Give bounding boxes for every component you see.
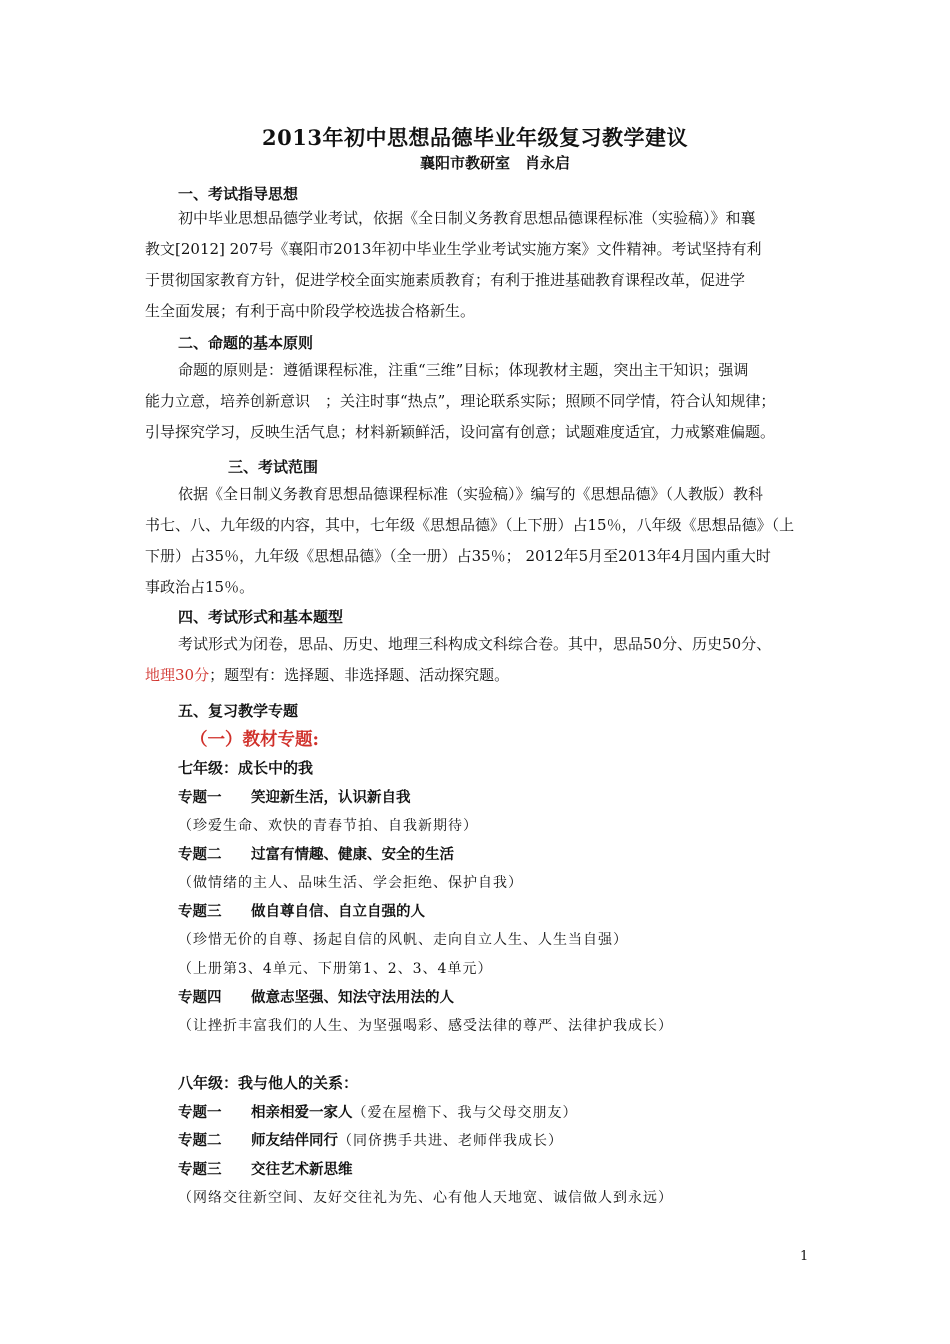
topic-note: （珍惜无价的自尊、扬起自信的风帆、走向自立人生、人生当自强） xyxy=(178,932,628,948)
paragraph-line: 事政治占15％。 xyxy=(145,578,255,596)
topic-note: （网络交往新空间、友好交往礼为先、心有他人天地宽、诚信做人到永远） xyxy=(178,1190,673,1206)
paragraph-line: 依据《全日制义务教育思想品德课程标准（实验稿）》编写的《思想品德》（人教版）教科 xyxy=(178,485,764,503)
paragraph-line xyxy=(145,660,815,691)
section-heading-2: 二、命题的基本原则 xyxy=(178,334,314,352)
grade-8-heading: 八年级：我与他人的关系： xyxy=(178,1074,359,1092)
paragraph-line: 引导探究学习，反映生活气息；材料新颖鲜活，设问富有创意；试题难度适宜，力戒繁难偏题。 xyxy=(145,423,776,441)
paragraph-line: 能力立意，培养创新意识 ；关注时事“热点”，理论联系实际；照顾不同学情，符合认知规律； xyxy=(145,392,776,410)
topic-note: （珍爱生命、欢快的青春节拍、自我新期待） xyxy=(178,818,478,834)
subsection-heading: （一）教材专题: xyxy=(190,730,319,750)
topic-number: 专题三 xyxy=(178,1161,222,1178)
section-heading-3: 三、考试范围 xyxy=(228,458,319,476)
topic-number: 专题二 xyxy=(178,1132,222,1149)
paragraph-line: 命题的原则是：遵循课程标准，注重“三维”目标；体现教材主题，突出主干知识；强调 xyxy=(178,361,749,379)
paragraph-line: 考试形式为闭卷，思品、历史、地理三科构成文科综合卷。其中，思品50分、历史50分、 xyxy=(178,635,772,653)
topic-row xyxy=(178,1101,578,1122)
topic-row xyxy=(178,986,454,1007)
section-3-paragraph xyxy=(145,479,815,603)
section-4-paragraph xyxy=(145,629,815,691)
topic-number: 专题一 xyxy=(178,1104,222,1121)
topic-title: 过富有情趣、健康、安全的生活 xyxy=(251,846,454,863)
topic-row xyxy=(178,786,411,807)
document-author: 襄阳市教研室 肖永启 xyxy=(419,154,570,172)
topic-number: 专题二 xyxy=(178,846,222,863)
paragraph-line: 教文[2012] 207号《襄阳市2013年初中毕业生学业考试实施方案》文件精神。考试坚持有利 xyxy=(145,240,762,258)
highlighted-text: 地理30分 xyxy=(145,666,210,684)
paragraph-text: ；题型有：选择题、非选择题、活动探究题。 xyxy=(209,666,510,684)
topic-number: 专题一 xyxy=(178,789,222,806)
page-number: 1 xyxy=(800,1249,809,1264)
topic-row xyxy=(178,843,454,864)
section-heading-1: 一、考试指导思想 xyxy=(178,185,299,203)
topic-note: （让挫折丰富我们的人生、为坚强喝彩、感受法律的尊严、法律护我成长） xyxy=(178,1018,673,1034)
paragraph-line: 书七、八、九年级的内容，其中，七年级《思想品德》（上下册）占15％，八年级《思想品德》（上 xyxy=(145,516,795,534)
topic-number: 专题四 xyxy=(178,989,222,1006)
paragraph-line: 生全面发展；有利于高中阶段学校选拔合格新生。 xyxy=(145,302,476,320)
document-title: 2013年初中思想品德毕业年级复习教学建议 xyxy=(262,125,688,150)
topic-title: 做意志坚强、知法守法用法的人 xyxy=(251,989,454,1006)
section-2-paragraph xyxy=(145,355,815,448)
topic-title: 相亲相爱一家人 xyxy=(251,1104,353,1121)
section-heading-5: 五、复习教学专题 xyxy=(178,702,299,720)
paragraph-line: 于贯彻国家教育方针，促进学校全面实施素质教育；有利于推进基础教育课程改革，促进学 xyxy=(145,271,746,289)
topic-row xyxy=(178,1129,563,1150)
topic-title: 笑迎新生活，认识新自我 xyxy=(251,789,411,806)
grade-7-heading: 七年级：成长中的我 xyxy=(178,759,314,777)
topic-inline-note: （爱在屋檐下、我与父母交朋友） xyxy=(352,1105,578,1121)
topic-title: 交往艺术新思维 xyxy=(251,1161,353,1178)
paragraph-line: 下册）占35％，九年级《思想品德》（全一册）占35％； 2012年5月至2013年4月国内重大时 xyxy=(145,547,771,565)
topic-note: （上册第3、4单元、下册第1、2、3、4单元） xyxy=(178,961,493,977)
topic-inline-note: （同侪携手共进、老师伴我成长） xyxy=(338,1133,563,1149)
topic-title: 做自尊自信、自立自强的人 xyxy=(251,903,425,920)
topic-number: 专题三 xyxy=(178,903,222,920)
topic-row xyxy=(178,1158,353,1179)
paragraph-line: 初中毕业思想品德学业考试，依据《全日制义务教育思想品德课程标准（实验稿）》和襄 xyxy=(178,209,756,227)
section-heading-4: 四、考试形式和基本题型 xyxy=(178,608,344,626)
topic-note: （做情绪的主人、品味生活、学会拒绝、保护自我） xyxy=(178,875,523,891)
topic-title: 师友结伴同行 xyxy=(251,1132,338,1149)
topic-row xyxy=(178,900,425,921)
section-1-paragraph xyxy=(145,203,815,327)
